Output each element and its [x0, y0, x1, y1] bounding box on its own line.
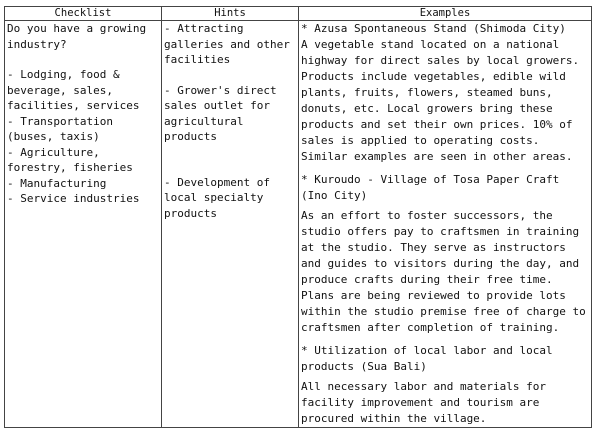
header-row: [5, 7, 592, 21]
checklist-question: Do you have a growing industry?: [7, 22, 147, 51]
checklist-item: - Lodging, food & beverage, sales, facilities, services: [7, 68, 140, 112]
hints-header: Hints: [162, 7, 299, 21]
example-body: All necessary labor and materials for facility improvement and tourism are procured within the village.: [301, 380, 547, 425]
checklist-item: - Agriculture, forestry, fisheries: [7, 145, 133, 174]
example-title: * Kuroudo - Village of Tosa Paper Craft (Ino City): [301, 173, 560, 202]
hint-item: - Development of local specialty products: [164, 175, 270, 220]
checklist-item: - Transportation (buses, taxis): [7, 114, 113, 143]
hints-cell: [162, 21, 299, 428]
example-title: * Utilization of local labor and local products (Sua Bali): [301, 344, 553, 373]
example-title: * Azusa Spontaneous Stand (Shimoda City): [301, 22, 566, 35]
examples-cell: [299, 21, 592, 428]
checklist-cell: [5, 21, 162, 428]
checklist-header: Checklist: [5, 7, 162, 21]
content-row: [5, 21, 592, 428]
hint-item: - Grower's direct sales outlet for agricultural products: [164, 83, 277, 143]
checklist-item: - Manufacturing: [7, 176, 107, 190]
checklist-item: - Service industries: [7, 192, 140, 205]
hint-item: - Attracting galleries and other facilities: [164, 22, 290, 66]
example-body: As an effort to foster successors, the studio offers pay to craftsmen in training at the studio. They serve as instructors and guides to visitors during the day, and produce crafts during their free time. Plans are being reviewed to provide lots within the studio premise free of charge to craftsmen after completion of training.: [301, 209, 586, 334]
examples-header: Examples: [299, 7, 592, 21]
example-body: A vegetable stand located on a national highway for direct sales by local growers. Products include vegetables, edible wild plants, fruits, flowers, steamed buns, donuts, etc. Local growers bring these products and set their own prices. 10% of sales is applied to operating costs. Similar examples are seen in other areas.: [301, 38, 580, 163]
examples-table: [4, 6, 592, 428]
